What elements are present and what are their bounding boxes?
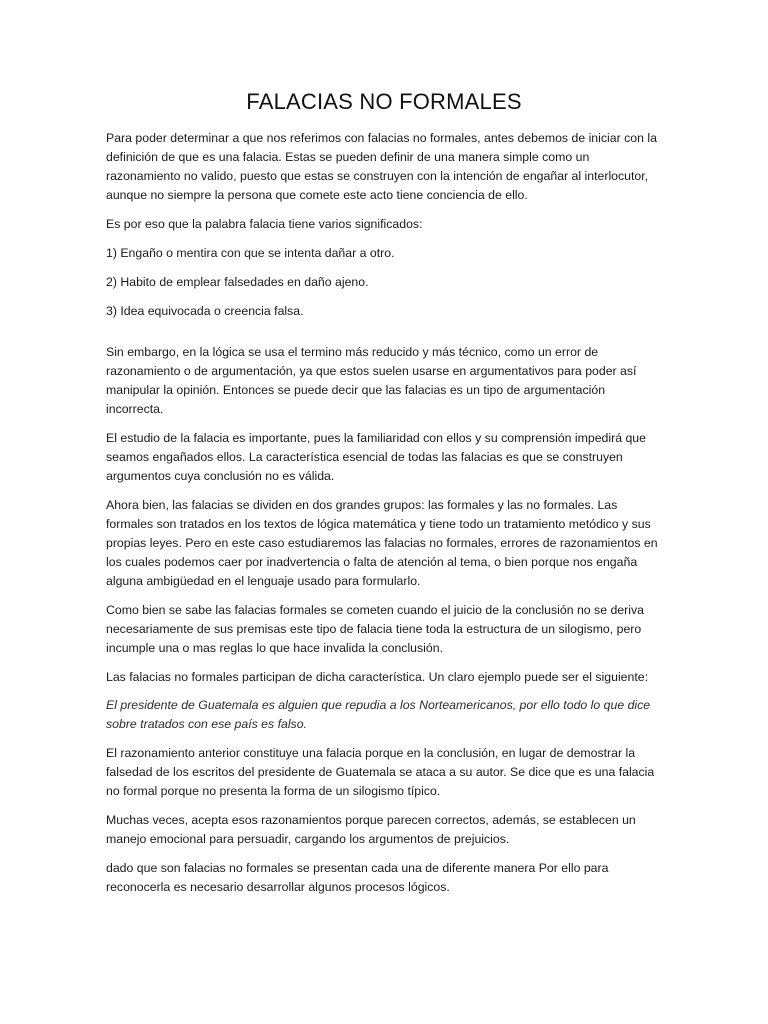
paragraph-example-analysis: El razonamiento anterior constituye una falacia porque en la conclusión, en lugar de demostrar la falsedad de los escritos del presidente de Guatemala se ataca a su autor. Se dice que es una falacia no formal porque no presenta la forma de un silogismo típico. [106, 746, 655, 798]
paragraph-importance: El estudio de la falacia es importante, pues la familiaridad con ellos y su comprensión impedirá que seamos engañados ellos. La característica esencial de todas las falacias es que se construyen argumentos cuya conclusión no es válida. [106, 431, 646, 483]
paragraph-example-lead: Las falacias no formales participan de dicha característica. Un claro ejemplo puede ser el siguiente: [106, 670, 649, 684]
paragraph-intro: Para poder determinar a que nos referimos con falacias no formales, antes debemos de iniciar con la definición de que es una falacia. Estas se pueden definir de una manera simple como un razonamiento no valido, puesto que estas se construyen con la intención de engañar al interlocutor, aunque no siempre la persona que comete este acto tiene conciencia de ello. [106, 131, 657, 202]
paragraph-formal-fallacies: Como bien se sabe las falacias formales se cometen cuando el juicio de la conclusión no se deriva necesariamente de sus premisas este tipo de falacia tiene toda la estructura de un silogismo, pero incumple una o mas reglas lo que hace invalida la conclusión. [106, 603, 644, 655]
paragraph-emotional-handling: Muchas veces, acepta esos razonamientos porque parecen correctos, además, se establecen un manejo emocional para persuadir, cargando los argumentos de prejuicios. [106, 813, 636, 846]
list-item-meaning-3: 3) Idea equivocada o creencia falsa. [106, 304, 304, 318]
list-item-meaning-2: 2) Habito de emplear falsedades en daño ajeno. [106, 275, 369, 289]
list-item-meaning-1: 1) Engaño o mentira con que se intenta dañar a otro. [106, 246, 395, 260]
document-title: FALACIAS NO FORMALES [246, 89, 522, 114]
document-body [106, 88, 662, 907]
paragraph-conclusion: dado que son falacias no formales se presentan cada una de diferente manera Por ello para reconocerla es necesario desarrollar algunos procesos lógicos. [106, 861, 609, 894]
paragraph-meanings-lead: Es por eso que la palabra falacia tiene varios significados: [106, 217, 423, 231]
paragraph-logic-definition: Sin embargo, en la lógica se usa el termino más reducido y más técnico, como un error de razonamiento o de argumentación, ya que estos suelen usarse en argumentativos para poder así manipular la opinión. Entonces se puede decir que las falacias es un tipo de argumentación incorrecta. [106, 345, 637, 416]
example-quote: El presidente de Guatemala es alguien que repudia a los Norteamericanos, por ello todo lo que dice sobre tratados con ese país es falso. [106, 698, 651, 731]
paragraph-groups: Ahora bien, las falacias se dividen en dos grandes grupos: las formales y las no formales. Las formales son tratados en los textos de lógica matemática y tiene todo un tratamiento metódico y sus propias leyes. Pero en este caso estudiaremos las falacias no formales, errores de razonamientos en los cuales podemos caer por inadvertencia o falta de atención al tema, o bien porque nos engaña alguna ambigüedad en el lenguaje usado para formularlo. [106, 498, 658, 588]
